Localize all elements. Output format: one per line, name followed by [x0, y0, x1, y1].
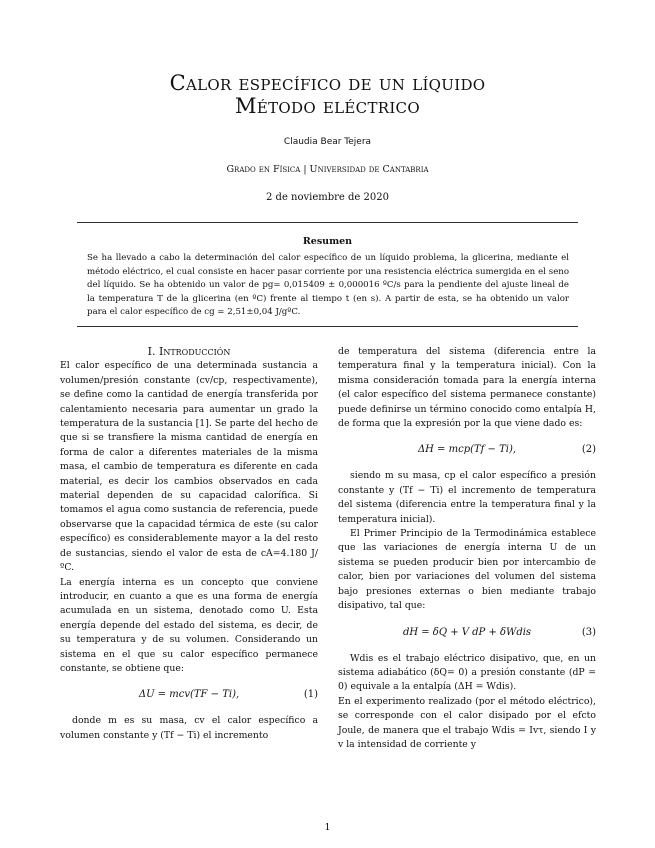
- title-line-2: Método eléctrico: [235, 94, 420, 118]
- abstract-bottom-rule: [77, 326, 578, 327]
- left-paragraph-1: El calor específico de una determinada sustancia a volumen/presión constante (cv/cp, respectivamente), se define como la cantidad de energía transferida por calentamiento necesaria para aumentar un grado la temperatura de la sustancia [1]. Se parte del hecho de que si se transfiere la misma cantidad de energía en forma de calor a diferentes materiales de la misma masa, el cambio de temperatura es diferente en cada material, es decir los cambios observados en cada material dependen de su capacidad calorífica. Si tomamos el agua como sustancia de referencia, puede observarse que la capacidad térmica de este (su calor específico) es considerablemente mayor a la del resto de sustancias, siendo el valor de esta de cA=4.180 J/ºC.: [60, 360, 318, 574]
- left-paragraph-3: donde m es su masa, cv el calor específico a volumen constante y (Tf − Ti) el incremento: [60, 715, 318, 741]
- right-paragraph-2: siendo m su masa, cp el calor específico a presión constante y (Tf − Ti) el incremento de temperatura del sistema (diferencia entre la temperatura final y la temperatura inicial).: [338, 470, 596, 525]
- paper-title: [0, 72, 655, 118]
- title-line-1: Calor específico de un líquido: [169, 71, 486, 95]
- author-name: Claudia Bear Tejera: [283, 137, 372, 147]
- abstract-text: Se ha llevado a cabo la determinación del calor específico de un líquido problema, la glicerina, mediante el método eléctrico, el cual consiste en hacer pasar corriente por una resistencia eléctrica sumergida en el seno del líquido. Se ha obtenido un valor de pg= 0,015409 ± 0,000016 ºC/s para la pendiente del ajuste lineal de la temperatura T de la glicerina (en ºC) frente al tiempo t (en s). A partir de esta, se ha obtenido un valor para el calor específico de cg = 2,51±0,04 J/gºC.: [87, 253, 569, 318]
- equation-1-number: (1): [303, 689, 318, 701]
- equation-3-body: dH = δQ + V dP + δWdis: [402, 626, 532, 638]
- equation-1-body: ΔU = mcv(TF − Ti),: [138, 689, 240, 701]
- publication-date: 2 de noviembre de 2020: [266, 192, 389, 203]
- right-paragraph-1: de temperatura del sistema (diferencia entre la temperatura final y la temperatura inicial). Con la misma consideración tomada para la energía interna (el calor específico del sistema permanece constante) puede definirse un término conocido como entalpía H, de forma que la expresión por la que viene dado es:: [338, 346, 596, 430]
- section-heading-introduccion: I. Introducción: [147, 345, 231, 358]
- equation-3: [338, 614, 596, 652]
- affiliation: Grado en Física | Universidad de Cantabria: [226, 164, 429, 175]
- abstract-top-rule: [77, 222, 578, 223]
- page-number: 1: [324, 822, 331, 833]
- right-paragraph-5: En el experimento realizado (por el método eléctrico), se corresponde con el calor disipado por el efcto Joule, de manera que el trabajo Wdis = Ivτ, siendo I y v la intensidad de corriente y: [338, 695, 596, 750]
- equation-2: [338, 431, 596, 469]
- equation-3-number: (3): [581, 626, 596, 638]
- equation-2-body: ΔH = mcp(Tf − Ti),: [417, 444, 517, 456]
- right-paragraph-4: Wdis es el trabajo eléctrico disipativo, que, en un sistema adiabático (δQ= 0) a presión constante (dP = 0) equivale a la entalpía (ΔH = Wdis).: [338, 652, 596, 693]
- right-paragraph-3: El Primer Principio de la Termodinámica establece que las variaciones de energía interna U de un sistema se pueden producir bien por intercambio de calor, bien por variaciones del volumen del sistema bajo presiones externas o bien mediante trabajo disipativo, tal que:: [338, 528, 596, 612]
- right-column: [338, 345, 596, 752]
- left-paragraph-2: La energía interna es un concepto que conviene introducir, en cuanto a que es una forma de energía acumulada en un sistema, denotado como U. Esta energía depende del estado del sistema, es decir, de su temperatura y de su volumen. Considerando un sistema en el que su calor específico permanece constante, se obtiene que:: [60, 576, 318, 674]
- left-column: [60, 345, 318, 743]
- abstract-heading: Resumen: [302, 236, 353, 247]
- equation-1: [60, 676, 318, 714]
- equation-2-number: (2): [581, 444, 596, 456]
